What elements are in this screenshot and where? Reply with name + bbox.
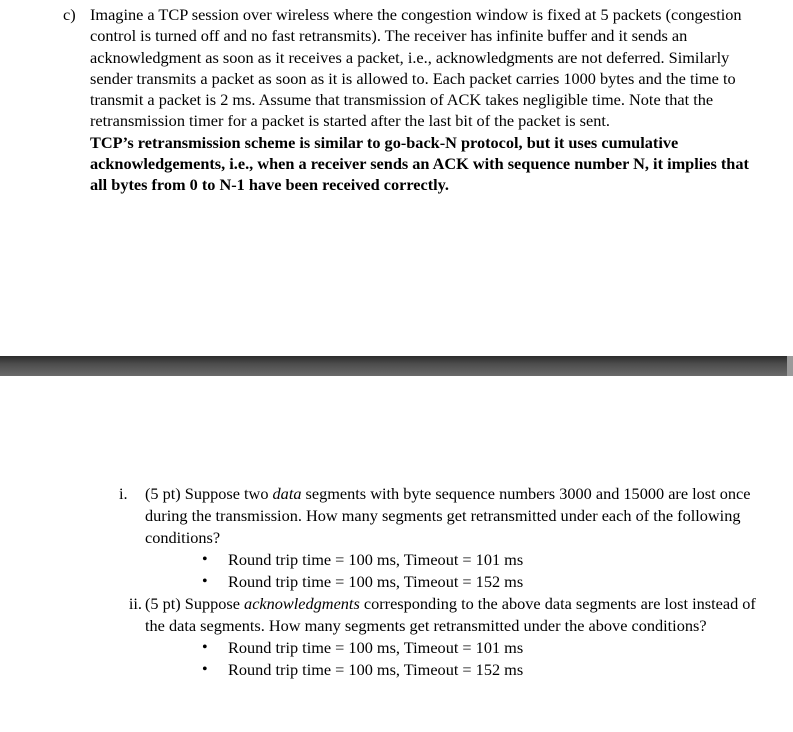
question-emphasis: acknowledgments (244, 594, 360, 613)
condition-text: Round trip time = 100 ms, Timeout = 101 ms (228, 550, 524, 569)
page-divider-bar (0, 356, 793, 376)
condition-list (145, 637, 758, 681)
condition-text: Round trip time = 100 ms, Timeout = 152 ms (228, 660, 524, 679)
questions-list (118, 483, 758, 681)
question-text-before: (5 pt) Suppose two (145, 484, 273, 503)
question-emphasis: data (272, 484, 302, 503)
bullet-icon: • (202, 573, 208, 590)
question-number: i. (119, 484, 128, 503)
question-ii (118, 593, 758, 681)
bullet-icon: • (202, 661, 208, 678)
problem-c-bold-note: TCP’s retransmission scheme is similar to go-back-N protocol, but it uses cumulative acknowledgements, i.e., when a receiver sends an ACK with sequence number N, it implies that all bytes from 0 to N-1 have been received correctly. (90, 132, 749, 195)
page-divider-edge (787, 356, 793, 376)
condition-item (202, 659, 758, 681)
question-text-after: segments with byte sequence numbers 3000 and 15000 are lost once during the transmission. How many segments get retransmitted under each of the following conditions? (145, 484, 751, 547)
question-text-before: (5 pt) Suppose (145, 594, 245, 613)
condition-item (202, 549, 758, 571)
condition-text: Round trip time = 100 ms, Timeout = 152 ms (228, 572, 524, 591)
question-text-after: corresponding to the above data segments are lost instead of the data segments. How many segments get retransmitted under the above conditions? (145, 594, 756, 635)
problem-c-body (90, 4, 763, 196)
condition-item (202, 571, 758, 593)
question-number: ii. (128, 594, 142, 613)
condition-item (202, 637, 758, 659)
bullet-icon: • (202, 639, 208, 656)
bullet-icon: • (202, 551, 208, 568)
condition-text: Round trip time = 100 ms, Timeout = 101 ms (228, 638, 524, 657)
problem-c-paragraph: Imagine a TCP session over wireless where the congestion window is fixed at 5 packets (congestion control is turned off and no fast retransmits). The receiver has infinite buffer and it sends an acknowledgment as soon as it receives a packet, i.e., acknowledgments are not deferred. Similarly sender transmits a packet as soon as it is allowed to. Each packet carries 1000 bytes and the time to transmit a packet is 2 ms. Assume that transmission of ACK takes negligible time. Note that the retransmission timer for a packet is started after the last bit of the packet is sent. (90, 5, 742, 131)
question-i (118, 483, 758, 593)
problem-c (63, 4, 763, 196)
condition-list (145, 549, 758, 593)
problem-c-marker: c) (63, 5, 76, 24)
